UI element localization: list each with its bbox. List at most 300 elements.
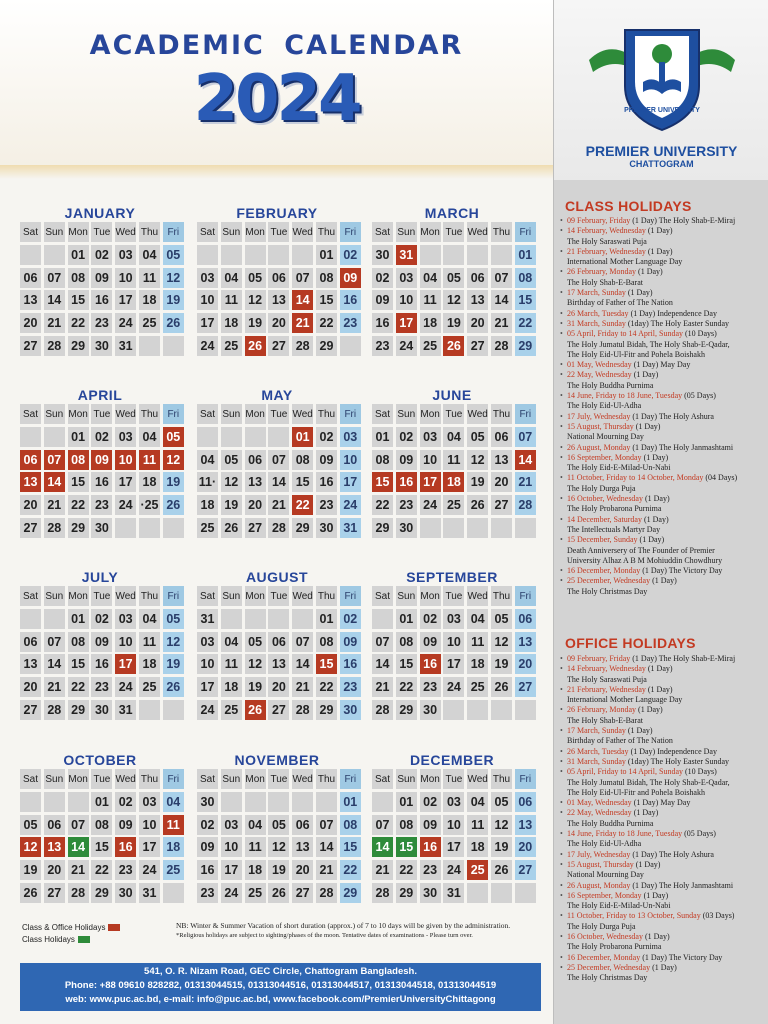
day-cell: 08: [316, 268, 337, 288]
day-cell: 03: [221, 815, 242, 835]
day-cell: 07: [515, 427, 536, 447]
day-cell: 17: [443, 654, 464, 674]
weekday-header: Sat: [372, 586, 393, 606]
day-cell: 26: [443, 336, 464, 356]
day-cell: 12: [491, 632, 512, 652]
day-cell: 03: [197, 632, 218, 652]
class-holidays-list: [560, 216, 765, 597]
weekday-header: Sat: [20, 769, 41, 789]
empty-day-cell: [221, 792, 242, 812]
day-cell: 22: [396, 860, 417, 880]
day-cell: 02: [420, 609, 441, 629]
month-title: JANUARY: [64, 205, 136, 221]
holiday-date: 17 March, Sunday: [567, 288, 626, 298]
day-cell: 20: [268, 313, 289, 333]
holiday-item: [560, 911, 765, 921]
empty-day-cell: [221, 245, 242, 265]
holiday-item: [560, 747, 765, 757]
empty-day-cell: [44, 245, 65, 265]
day-cell: 25: [221, 700, 242, 720]
day-cell: 28: [292, 336, 313, 356]
day-cell: 19: [163, 472, 184, 492]
empty-day-cell: [491, 700, 512, 720]
day-cell: 15: [316, 654, 337, 674]
day-cell: 22: [316, 313, 337, 333]
day-cell: 04: [245, 815, 266, 835]
day-cell: 24: [115, 313, 136, 333]
day-cell: 02: [340, 245, 361, 265]
holiday-date: 31 March, Sunday: [567, 318, 626, 328]
day-cell: 09: [420, 632, 441, 652]
day-cell: 13: [44, 837, 65, 857]
day-cell: 01: [396, 609, 417, 629]
empty-day-cell: [316, 792, 337, 812]
holiday-name: The Holy Eid-Ul-Adha: [567, 839, 642, 849]
day-cell: 02: [91, 427, 112, 447]
holiday-name: The Holy Buddha Purnima: [567, 818, 654, 828]
day-cell: 09: [340, 268, 361, 288]
weekday-header: Sat: [197, 404, 218, 424]
day-cell: 20: [44, 860, 65, 880]
holiday-desc: (1 Day) The Holy Shab-E-Miraj: [630, 216, 736, 225]
day-cell: 12: [163, 450, 184, 470]
day-cell: 16: [91, 654, 112, 674]
day-cell: 26: [221, 518, 242, 538]
day-cell: 04: [443, 427, 464, 447]
day-cell: 14: [292, 654, 313, 674]
holiday-desc: (1day) The Holy Easter Sunday: [625, 756, 730, 766]
holiday-desc: (1 Day): [642, 932, 670, 942]
day-cell: 05: [491, 609, 512, 629]
weekday-header: Wed: [115, 586, 136, 606]
day-cell: 09: [340, 632, 361, 652]
holiday-name: The Holy Saraswati Puja: [567, 236, 647, 246]
day-cell: 25: [245, 883, 266, 903]
weekday-header: Tue: [91, 404, 112, 424]
month-april: [20, 386, 180, 538]
day-cell: 18: [139, 472, 160, 492]
holiday-date: 26 February, Monday: [567, 705, 637, 715]
month-july: [20, 568, 180, 720]
weekday-header: Mon: [245, 586, 266, 606]
day-cell: 24: [197, 700, 218, 720]
day-cell: 27: [491, 495, 512, 515]
holiday-desc: (1 Day): [645, 226, 673, 236]
month-title: MAY: [261, 387, 293, 403]
weekday-header: Thu: [139, 404, 160, 424]
weekday-header: Wed: [467, 769, 488, 789]
day-cell: 12: [163, 632, 184, 652]
holiday-desc: (1 Day) Independence Day: [628, 746, 717, 756]
day-cell: 08: [68, 450, 89, 470]
day-cell: 24: [115, 677, 136, 697]
day-cell: 04: [221, 268, 242, 288]
day-cell: 05: [467, 427, 488, 447]
day-cell: 04: [163, 792, 184, 812]
empty-day-cell: [515, 700, 536, 720]
day-cell: 01: [292, 427, 313, 447]
empty-day-cell: [20, 427, 41, 447]
holiday-desc: (1 Day): [637, 535, 665, 545]
holiday-item: [560, 288, 765, 298]
day-cell: 28: [44, 518, 65, 538]
day-cell: 26: [491, 860, 512, 880]
holiday-desc: (1 Day): [625, 726, 653, 736]
holiday-date: 09 February, Friday: [567, 216, 631, 225]
day-cell: 19: [221, 495, 242, 515]
month-grid: [372, 222, 532, 356]
day-cell: 15: [515, 290, 536, 310]
empty-day-cell: [292, 792, 313, 812]
day-cell: 08: [396, 632, 417, 652]
weekday-header: Tue: [443, 586, 464, 606]
day-cell: 03: [197, 268, 218, 288]
day-cell: 21: [44, 495, 65, 515]
holiday-item: [560, 726, 765, 736]
holiday-desc: (1 Day): [633, 859, 661, 869]
day-cell: 07: [316, 815, 337, 835]
page-title: ACADEMIC CALENDAR: [89, 30, 464, 61]
day-cell: 07: [292, 632, 313, 652]
legend-red-swatch: [108, 924, 120, 931]
day-cell: 01: [68, 427, 89, 447]
day-cell: 05: [221, 450, 242, 470]
day-cell: 19: [163, 654, 184, 674]
day-cell: 30: [420, 700, 441, 720]
holiday-item: [560, 767, 765, 777]
empty-day-cell: [443, 245, 464, 265]
day-cell: 03: [115, 609, 136, 629]
holiday-item: [560, 576, 765, 586]
day-cell: 01: [91, 792, 112, 812]
day-cell: 16: [197, 860, 218, 880]
day-cell: 13: [515, 632, 536, 652]
holiday-date: 16 December, Monday: [567, 952, 641, 962]
day-cell: 18: [163, 837, 184, 857]
day-cell: 22: [372, 495, 393, 515]
day-cell: 04: [420, 268, 441, 288]
holiday-desc: (1 Day): [642, 494, 670, 504]
day-cell: 03: [340, 427, 361, 447]
weekday-header: Tue: [268, 586, 289, 606]
holiday-desc: (04 Days): [703, 473, 738, 483]
weekday-header: Sun: [396, 222, 417, 242]
weekday-header: Tue: [268, 222, 289, 242]
weekday-header: Wed: [467, 222, 488, 242]
legend-class-office: [22, 922, 120, 934]
day-cell: 27: [292, 883, 313, 903]
day-cell: 13: [268, 654, 289, 674]
day-cell: 10: [115, 632, 136, 652]
day-cell: 29: [68, 336, 89, 356]
day-cell: 07: [68, 815, 89, 835]
svg-text:PREMIER UNIVERSITY: PREMIER UNIVERSITY: [624, 107, 700, 114]
day-cell: 07: [372, 815, 393, 835]
holiday-desc: (1 Day): [641, 890, 669, 900]
holiday-item: [560, 391, 765, 401]
weekday-header: Fri: [515, 404, 536, 424]
day-cell: 20: [292, 860, 313, 880]
holiday-item: [560, 685, 765, 695]
weekday-header: Wed: [115, 404, 136, 424]
day-cell: 12: [20, 837, 41, 857]
holiday-desc: (1 Day): [641, 514, 669, 524]
holiday-desc: (03 Days): [700, 911, 735, 921]
day-cell: 01: [316, 609, 337, 629]
day-cell: 15: [340, 837, 361, 857]
holiday-item: [560, 829, 765, 839]
month-title: FEBRUARY: [236, 205, 318, 221]
day-cell: 26: [467, 495, 488, 515]
empty-day-cell: [515, 883, 536, 903]
day-cell: 20: [20, 677, 41, 697]
holiday-date: 25 December, Wednesday: [567, 962, 651, 972]
weekday-header: Sun: [221, 404, 242, 424]
empty-day-cell: [268, 609, 289, 629]
day-cell: 23: [420, 860, 441, 880]
holiday-date: 16 December, Monday: [567, 566, 641, 576]
holiday-desc: (1day) The Holy Easter Sunday: [625, 318, 730, 328]
day-cell: 21: [372, 677, 393, 697]
day-cell: 19: [443, 313, 464, 333]
day-cell: 10: [139, 815, 160, 835]
day-cell: 02: [91, 609, 112, 629]
month-grid: [372, 586, 532, 720]
day-cell: 11: [139, 268, 160, 288]
month-grid: [20, 769, 180, 903]
day-cell: 28: [316, 883, 337, 903]
day-cell: 26: [163, 677, 184, 697]
day-cell: 30: [372, 245, 393, 265]
day-cell: 03: [443, 792, 464, 812]
holiday-name: The Holy Shab-E-Barat: [567, 715, 643, 725]
day-cell: 19: [467, 472, 488, 492]
day-cell: 15: [68, 472, 89, 492]
holiday-desc: (1 Day): [645, 246, 673, 256]
day-cell: 12: [467, 450, 488, 470]
day-cell: 06: [245, 450, 266, 470]
holiday-item: [560, 226, 765, 236]
month-title: NOVEMBER: [234, 752, 320, 768]
weekday-header: Sat: [197, 769, 218, 789]
day-cell: 05: [443, 268, 464, 288]
day-cell: 23: [91, 495, 112, 515]
day-cell: 24: [115, 495, 136, 515]
day-cell: 22: [292, 495, 313, 515]
holiday-date: 16 September, Monday: [567, 890, 642, 900]
weekday-header: Mon: [420, 222, 441, 242]
month-title: OCTOBER: [63, 752, 137, 768]
day-cell: 05: [245, 268, 266, 288]
holiday-date: 15 August, Thursday: [567, 421, 634, 431]
day-cell: 20: [515, 654, 536, 674]
holiday-date: 21 February, Wednesday: [567, 246, 646, 256]
holiday-date: 26 March, Tuesday: [567, 746, 629, 756]
holiday-name: Birthday of Father of The Nation: [567, 736, 673, 746]
day-cell: 16: [396, 472, 417, 492]
holiday-date: 15 August, Thursday: [567, 859, 634, 869]
day-cell: 04: [221, 632, 242, 652]
day-cell: 13: [20, 654, 41, 674]
day-cell: 08: [68, 632, 89, 652]
weekday-header: Wed: [292, 222, 313, 242]
day-cell: 30: [91, 700, 112, 720]
day-cell: 18: [245, 860, 266, 880]
holiday-name: The Holy Eid-Ul-Fitr and Pohela Boishakh: [567, 349, 705, 359]
day-cell: 24: [420, 495, 441, 515]
day-cell: 27: [245, 518, 266, 538]
day-cell: 29: [396, 700, 417, 720]
day-cell: 26: [491, 677, 512, 697]
holiday-item: [560, 494, 765, 504]
empty-day-cell: [221, 427, 242, 447]
empty-day-cell: [443, 700, 464, 720]
day-cell: 19: [245, 677, 266, 697]
day-cell: 11: [420, 290, 441, 310]
day-cell: 29: [68, 518, 89, 538]
day-cell: 19: [491, 654, 512, 674]
day-cell: 17: [420, 472, 441, 492]
empty-day-cell: [139, 700, 160, 720]
footer-web[interactable]: web: www.puc.ac.bd, e-mail: info@puc.ac.bd, www.facebook.com/PremierUniversityChittagong: [65, 994, 496, 1005]
day-cell: 27: [467, 336, 488, 356]
day-cell: 17: [115, 654, 136, 674]
month-grid: [20, 222, 180, 356]
weekday-header: Thu: [316, 404, 337, 424]
holiday-desc: (1 Day): [633, 421, 661, 431]
holiday-desc: (10 Days): [683, 767, 717, 777]
holiday-desc: (1 Day): [625, 288, 653, 298]
day-cell: 30: [91, 336, 112, 356]
holiday-desc: (1 Day): [636, 705, 663, 715]
day-cell: 05: [245, 632, 266, 652]
month-grid: [372, 404, 532, 538]
day-cell: 14: [372, 654, 393, 674]
holiday-name: Birthday of Father of The Nation: [567, 298, 673, 308]
day-cell: 20: [268, 677, 289, 697]
day-cell: 26: [245, 700, 266, 720]
day-cell: 15: [396, 654, 417, 674]
holiday-item: [560, 443, 765, 453]
weekday-header: Fri: [340, 404, 361, 424]
weekday-header: Sat: [197, 586, 218, 606]
day-cell: 22: [316, 677, 337, 697]
holiday-desc: (05 Days): [682, 829, 716, 839]
holiday-name: The Holy Christmas Day: [567, 973, 648, 983]
empty-day-cell: [20, 609, 41, 629]
day-cell: 04: [139, 245, 160, 265]
day-cell: 27: [20, 336, 41, 356]
holiday-date: 14 June, Friday to 18 June, Tuesday: [567, 829, 683, 839]
day-cell: 03: [139, 792, 160, 812]
day-cell: 02: [372, 268, 393, 288]
day-cell: 20: [20, 313, 41, 333]
day-cell: 18: [467, 654, 488, 674]
day-cell: 17: [443, 837, 464, 857]
day-cell: 18: [139, 290, 160, 310]
month-title: APRIL: [77, 387, 123, 403]
empty-day-cell: [20, 245, 41, 265]
day-cell: 18: [420, 313, 441, 333]
empty-day-cell: [372, 609, 393, 629]
day-cell: 10: [115, 450, 136, 470]
holiday-name: The Holy Eid-E-Milad-Un-Nabi: [567, 463, 671, 473]
weekday-header: Wed: [292, 586, 313, 606]
weekday-header: Tue: [443, 222, 464, 242]
day-cell: 11·: [197, 472, 218, 492]
day-cell: 21: [268, 495, 289, 515]
day-cell: 27: [20, 518, 41, 538]
empty-day-cell: [420, 245, 441, 265]
day-cell: 02: [396, 427, 417, 447]
day-cell: 31: [396, 245, 417, 265]
empty-day-cell: [139, 336, 160, 356]
holiday-desc: (1 Day) The Holy Ashura: [630, 411, 714, 421]
day-cell: 23: [340, 313, 361, 333]
day-cell: 02: [197, 815, 218, 835]
empty-day-cell: [340, 336, 361, 356]
weekday-header: Sat: [372, 222, 393, 242]
weekday-header: Mon: [245, 404, 266, 424]
weekday-header: Mon: [245, 222, 266, 242]
day-cell: 04: [139, 609, 160, 629]
day-cell: 31: [139, 883, 160, 903]
day-cell: 24: [340, 495, 361, 515]
month-december: [372, 751, 532, 903]
month-grid: [20, 404, 180, 538]
day-cell: 08: [91, 815, 112, 835]
month-november: [197, 751, 357, 903]
day-cell: 13: [20, 472, 41, 492]
weekday-header: Sat: [197, 222, 218, 242]
day-cell: 23: [396, 495, 417, 515]
empty-day-cell: [467, 245, 488, 265]
day-cell: 13: [268, 290, 289, 310]
day-cell: 23: [340, 677, 361, 697]
weekday-header: Sun: [221, 586, 242, 606]
day-cell: 16: [91, 290, 112, 310]
empty-day-cell: [268, 245, 289, 265]
day-cell: 17: [115, 472, 136, 492]
holiday-date: 31 March, Sunday: [567, 756, 626, 766]
weekday-header: Fri: [163, 404, 184, 424]
day-cell: 22: [396, 677, 417, 697]
holiday-date: 25 December, Wednesday: [567, 576, 651, 586]
holiday-desc: (1 Day) The Holy Janmashtami: [630, 442, 734, 452]
month-title: DECEMBER: [409, 752, 495, 768]
holiday-name: The Holy Buddha Purnima: [567, 380, 654, 390]
day-cell: 25: [467, 677, 488, 697]
weekday-header: Mon: [245, 769, 266, 789]
day-cell: 07: [491, 268, 512, 288]
holiday-item: [560, 267, 765, 277]
empty-day-cell: [443, 518, 464, 538]
day-cell: 17: [221, 860, 242, 880]
legend-green-swatch: [78, 936, 90, 943]
day-cell: 12: [245, 290, 266, 310]
holiday-desc: (1 Day): [631, 370, 659, 380]
day-cell: 09: [91, 268, 112, 288]
holiday-desc: (1 Day): [645, 664, 673, 674]
weekday-header: Mon: [68, 222, 89, 242]
day-cell: 29: [316, 336, 337, 356]
holiday-date: 11 October, Friday to 13 October, Sunday: [567, 911, 701, 921]
day-cell: 29: [372, 518, 393, 538]
day-cell: 07: [268, 450, 289, 470]
holiday-item: [560, 566, 765, 576]
holiday-item: [560, 705, 765, 715]
day-cell: 16: [115, 837, 136, 857]
